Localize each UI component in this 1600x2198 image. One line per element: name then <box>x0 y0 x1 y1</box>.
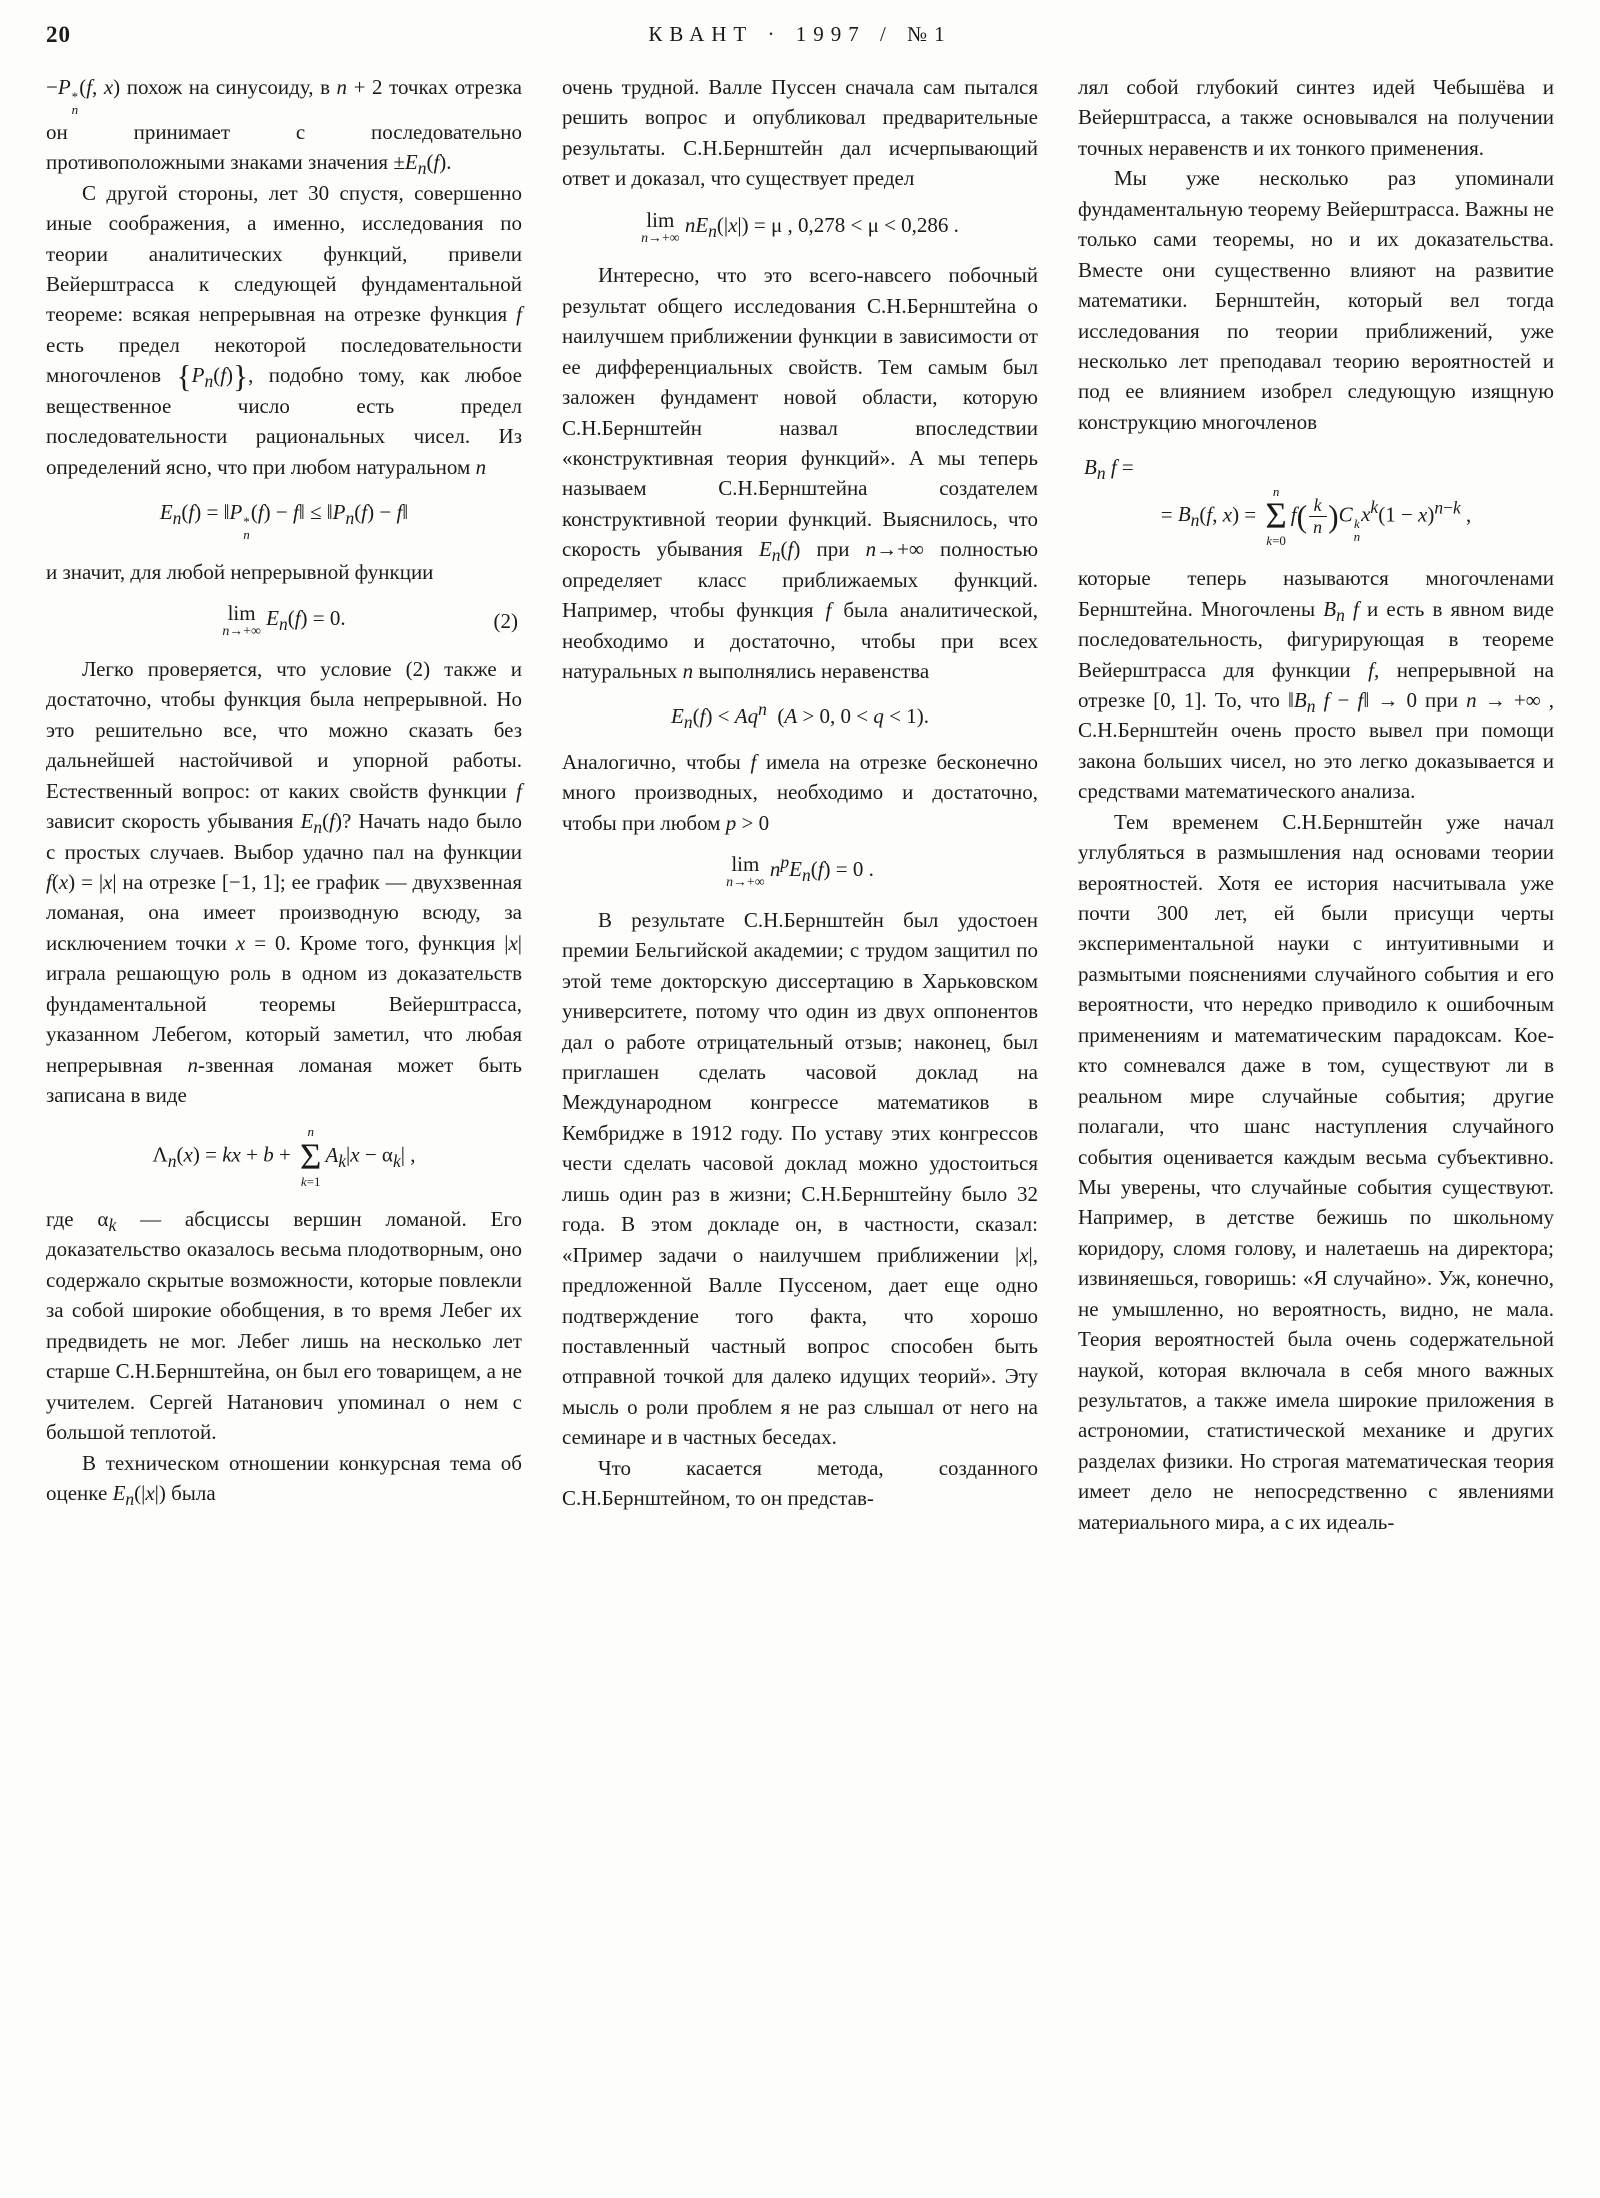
paragraph: которые теперь называются многочленами Бернштейна. Многочлены $B_n$ f и есть в явном виде последовательность, фигурирующая в теореме Вейерштрасса для функции f, непрерывной на отрезке [0, 1]. То, что $‖B_n$ f − f‖ → 0 при n → +∞ , С.Н.Бернштейн очень просто вывел при помощи закона больших чисел, но это легко доказывается и средствами математического анализа. <box>1078 566 1555 804</box>
paragraph: Что касается метода, созданного С.Н.Бернштейном, то он представ- <box>562 1455 1038 1511</box>
formula: = $B_n(f$, x) = n Σ k=0 f( $\frac{k}{n}$ )C k n $x^k(1 - x)^{n-k}$ , <box>1160 483 1472 548</box>
page-header <box>46 16 1554 50</box>
equation-number: (2) <box>493 608 518 633</box>
formula: lim n→+∞ $nE_n(|x|) = \mu$ , 0,278 < μ < 0,286 . <box>641 207 959 245</box>
paragraph: В техническом отношении конкурсная тема об оценке $E_n(|x|)$ была <box>46 1450 522 1510</box>
formula: $\Lambda_n(x)$ = kx + b + n Σ k=1 $A_k|x - \alpha_k|$ , <box>152 1124 416 1189</box>
column-2 <box>562 72 1038 1537</box>
column-3 <box>1078 72 1554 1537</box>
page-number: 20 <box>46 22 71 47</box>
paragraph: Легко проверяется, что условие (2) также и достаточно, чтобы функция была непрерывной. Но это решительно все, что можно сказать без дальнейшей настойчивой и упорной работы. Естественный вопрос: от каких свойств функции f зависит скорость убывания $E_n(f)$? Начать надо было с простых случаев. Выбор удачно пал на функции f(x) = |x| на отрезке [−1, 1]; ее график — двухзвенная ломаная, она имеет производную всюду, за исключением точки x = 0. Кроме того, функция |x| играла решающую роль в одном из доказательств фундаментальной теоремы Вейерштрасса, указанном Лебегом, который заметил, что любая непрерывная n-звенная ломаная может быть записана в виде <box>46 656 522 1108</box>
paragraph: Аналогично, чтобы f имела на отрезке бесконечно много производных, необходимо и достаточно, чтобы при любом p > 0 <box>562 749 1038 835</box>
paragraph: В результате С.Н.Бернштейн был удостоен премии Бельгийской академии; с трудом защитил по этой теме докторскую диссертацию в Харьковском университете, потому что один из двух оппонентов дал о работе отрицательный отзыв; наконец, был приглашен сделать часовой доклад на Международном конгрессе математиков в Кембридже в 1912 году. По уставу этих конгрессов чести сделать часовой доклад можно удостоиться лишь один раз в жизни; С.Н.Бернштейну было 32 года. В этом докладе он, в частности, сказал: «Пример задачи о наилучшем приближении |x|, предложенной Валле Пуссеном, дает еще одно подтверждение того факта, что хорошо поставленный частный вопрос способен быть отправной точкой для далеко идущих теорий». Эту мысль о роли проблем я не раз слышал от него на семинаре и в частных беседах. <box>562 907 1038 1450</box>
article-columns <box>46 72 1554 1537</box>
paragraph: −P * n (f, x) похож на синусоиду, в n + 2 точках отрезка он принимает с последовательно противоположными знаками значения $\pm E_n(f)$. <box>46 75 522 179</box>
formula: lim n→+∞ $n^pE_n(f) = 0$ . <box>726 852 874 890</box>
paragraph: где $\alpha_k$ — абсциссы вершин ломаной. Его доказательство оказалось весьма плодотворным, оно содержало скрытые возможности, которые повлекли за собой широкие обобщения, в то время Лебег их предвидеть не мог. Лебег лишь на несколько лет старше С.Н.Бернштейна, он был его товарищем, а не учителем. Сергей Натанович упоминал о нем с большой теплотой. <box>46 1207 522 1445</box>
paragraph: Интересно, что это всего-навсего побочный результат общего исследования С.Н.Бернштейна о наилучшем приближении функции в зависимости от ее дифференциальных свойств. Тем самым был заложен фундамент новой области, которую С.Н.Бернштейн назвал впоследствии «конструктивная теория функций». А мы теперь называем С.Н.Бернштейна создателем конструктивной теории функций. Выяснилось, что скорость убывания $E_n(f)$ при n→+∞ полностью определяет класс приближаемых функций. Например, чтобы функция f была аналитической, необходимо и достаточно, чтобы при всех натуральных n выполнялись неравенства <box>562 263 1039 684</box>
formula: $E_n(f) < Aq^n$ (A > 0, 0 < q < 1). <box>671 699 929 733</box>
formula: lim n→+∞ $E_n(f) = 0$. (2) <box>222 601 518 639</box>
column-1 <box>46 72 522 1537</box>
paragraph: очень трудной. Валле Пуссен сначала сам пытался решить вопрос и опубликовал предварительные результаты. С.Н.Бернштейн дал исчерпывающий ответ и доказал, что существует предел <box>562 75 1038 191</box>
paragraph: и значит, для любой непрерывной функции <box>46 559 434 584</box>
paragraph: Тем временем С.Н.Бернштейн уже начал углубляться в размышления над основами теории вероятностей. Хотя ее история насчитывала уже почти 300 лет, ей были присущи черты экспериментальной науки с интуитивными и размытыми пояснениями случайного события и его вероятности, что нередко приводило к ошибочным применениям и математическим парадоксам. Кое-кто сомневался даже в том, существуют ли в реальном мире случайные события; другие полагали, что шанс наступления случайного события оценивается каждым весьма субъективно. Мы уверены, что случайные события существуют. Например, в детстве бежишь по школьному коридору, сломя голову, и налетаешь на директора; извиняешься, говоришь: «Я случайно». Уж, конечно, не умышленно, но вероятность, видно, не мала. Теория вероятностей была очень содержательной наукой, которая включала в себя много важных результатов, а также имела широкие приложения в астрономии, статистической механике и других разделах физики. Но строгая математическая теория имеет дело не непосредственно с явлениями материального мира, а с их идеаль- <box>1078 809 1554 1534</box>
paragraph: Мы уже несколько раз упоминали фундаментальную теорему Вейерштрасса. Важны не только сами теоремы, но и их доказательства. Вместе они существенно влияют на развитие математики. Бернштейн, который вел тогда исследования по теории приближений, уже несколько лет преподавал теорию вероятностей и под ее влиянием изобрел следующую изящную конструкцию многочленов <box>1078 166 1554 434</box>
paragraph: С другой стороны, лет 30 спустя, совершенно иные соображения, а именно, исследования по теории аналитических функций, привели Вейерштрасса к следующей фундаментальной теореме: всякая непрерывная на отрезке функция f есть предел некоторой последовательности многочленов $\{P_n(f)\}$, подобно тому, как любое вещественное число есть предел последовательности рациональных чисел. Из определений ясно, что при любом натуральном n <box>46 180 522 479</box>
formula: $B_n$ f = <box>1084 455 1134 484</box>
paragraph: лял собой глубокий синтез идей Чебышёва и Вейерштрасса, а также основывался на получении точных неравенств и их тонкого применения. <box>1078 75 1554 160</box>
journal-title: КВАНТ · 1997 / №1 <box>648 22 952 46</box>
formula: $E_n(f)$ = ‖P * n (f) − f‖ ≤ $‖P_n(f)$ − f‖ <box>159 500 409 543</box>
